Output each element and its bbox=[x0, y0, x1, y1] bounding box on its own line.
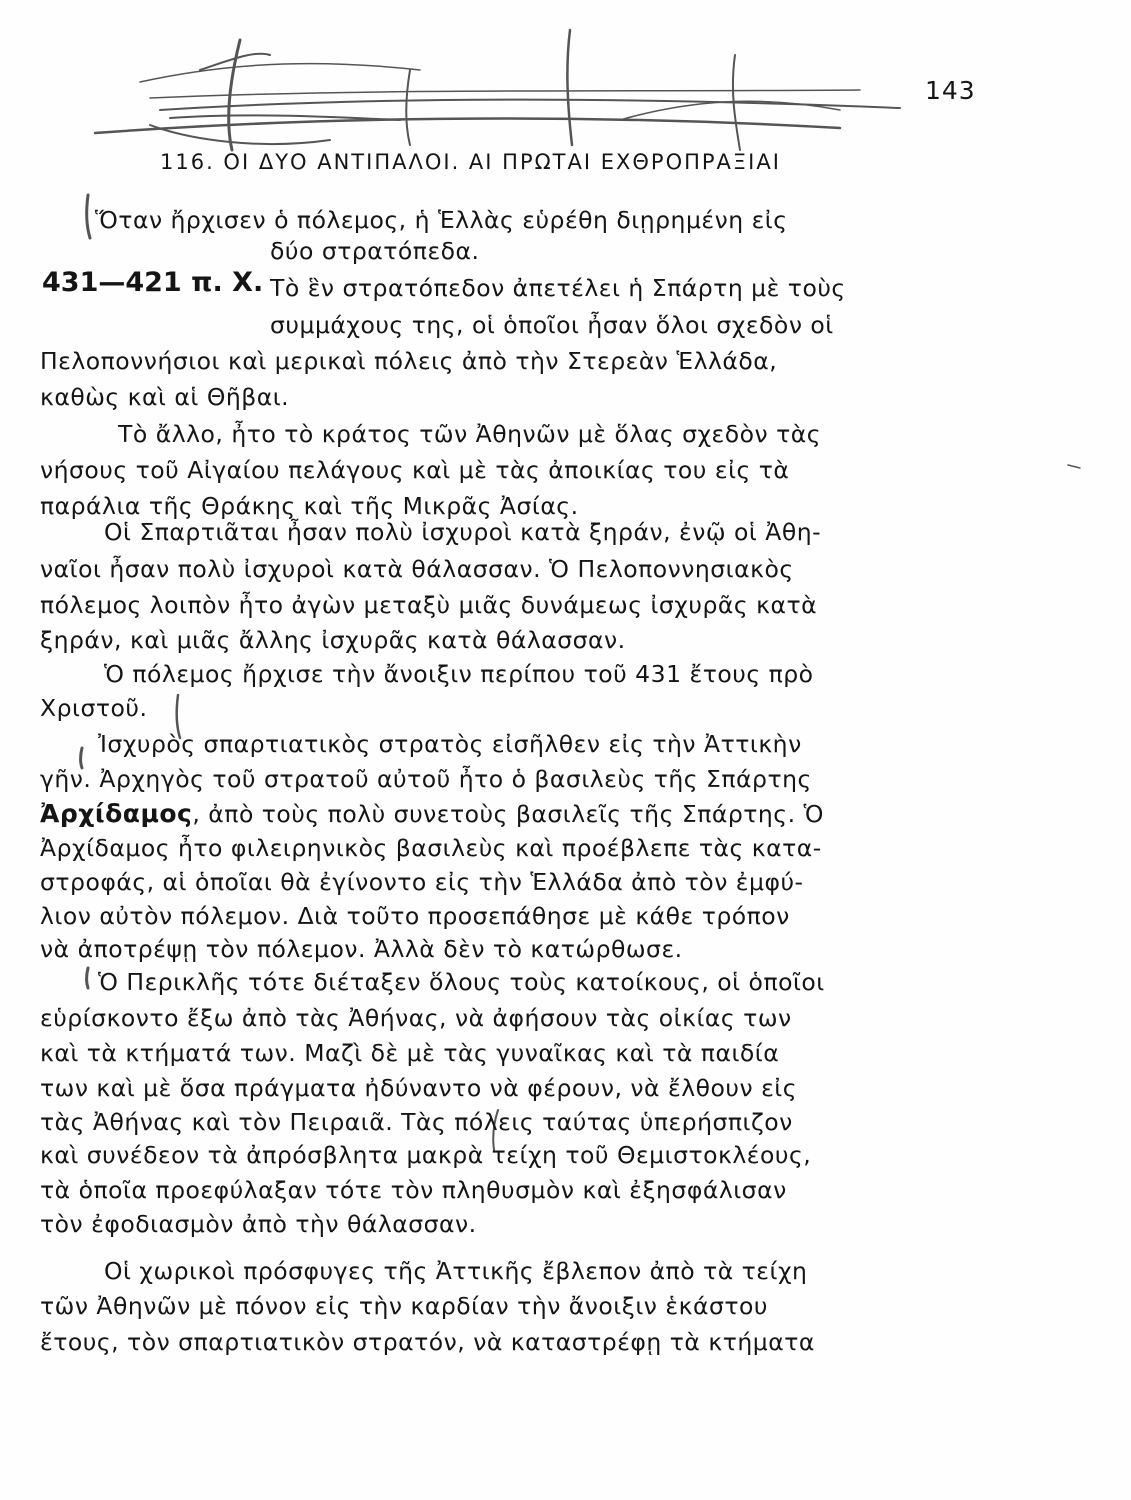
text-line: ξηράν, καὶ μιᾶς ἄλλης ἰσχυρᾶς κατὰ θάλασσαν. bbox=[40, 626, 626, 654]
text-line: Ἰσχυρὸς σπαρτιατικὸς στρατὸς εἰσῆλθεν εἰς τὴν Ἀττικὴν bbox=[98, 730, 802, 758]
text-line: των καὶ μὲ ὅσα πράγματα ἠδύναντο νὰ φέρουν, νὰ ἔλθουν εἰς bbox=[40, 1074, 798, 1102]
text-line-rest: , ἀπὸ τοὺς πολὺ συνετοὺς βασιλεῖς τῆς Σπάρτης. Ὁ bbox=[192, 800, 824, 828]
margin-date-note: 431—421 π. Χ. bbox=[42, 267, 264, 298]
text-line: ἔτους, τὸν σπαρτιατικὸν στρατόν, νὰ καταστρέφῃ τὰ κτήματα bbox=[40, 1328, 815, 1356]
text-line: γῆν. Ἀρχηγὸς τοῦ στρατοῦ αὐτοῦ ἦτο ὁ βασιλεὺς τῆς Σπάρτης bbox=[40, 765, 812, 793]
text-line: πόλεμος λοιπὸν ἦτο ἀγὼν μεταξὺ μιᾶς δυνάμεως ἰσχυρᾶς κατὰ bbox=[40, 591, 818, 619]
text-line: Τὸ ἄλλο, ἦτο τὸ κράτος τῶν Ἀθηνῶν μὲ ὅλας σχεδὸν τὰς bbox=[118, 420, 822, 448]
text-line: καθὼς καὶ αἱ Θῆβαι. bbox=[40, 383, 290, 411]
text-line: Οἱ χωρικοὶ πρόσφυγες τῆς Ἀττικῆς ἔβλεπον ἀπὸ τὰ τείχη bbox=[104, 1257, 808, 1285]
section-heading: 116. ΟΙ ΔΥΟ ΑΝΤΙΠΑΛΟΙ. ΑΙ ΠΡΩΤΑΙ ΕΧΘΡΟΠΡΑΞΙΑΙ bbox=[160, 150, 781, 174]
text-line: καὶ τὰ κτήματά των. Μαζὶ δὲ μὲ τὰς γυναῖκας καὶ τὰ παιδία bbox=[40, 1039, 780, 1067]
text-line: εὑρίσκοντο ἔξω ἀπὸ τὰς Ἀθήνας, νὰ ἀφήσουν τὰς οἰκίας των bbox=[40, 1004, 792, 1032]
text-line: νήσους τοῦ Αἰγαίου πελάγους καὶ μὲ τὰς ἀποικίας του εἰς τὰ bbox=[40, 456, 790, 484]
text-line: δύο στρατόπεδα. bbox=[270, 237, 480, 265]
text-line: Ὅταν ἤρχισεν ὁ πόλεμος, ἡ Ἑλλὰς εὑρέθη διῃρημένη εἰς bbox=[95, 206, 788, 234]
text-line: τὰ ὁποῖα προεφύλαξαν τότε τὸν πληθυσμὸν καὶ ἐξησφάλισαν bbox=[40, 1176, 787, 1204]
text-line: τὰς Ἀθήνας καὶ τὸν Πειραιᾶ. Τὰς πόλεις ταύτας ὑπερήσπιζον bbox=[40, 1108, 793, 1136]
text-line: Ὁ πόλεμος ἤρχισε τὴν ἄνοιξιν περίπου τοῦ 431 ἔτους πρὸ bbox=[104, 660, 814, 688]
text-line: ναῖοι ἦσαν πολὺ ἰσχυροὶ κατὰ θάλασσαν. Ὁ Πελοποννησιακὸς bbox=[40, 555, 794, 583]
text-line: Οἱ Σπαρτιᾶται ἦσαν πολὺ ἰσχυροὶ κατὰ ξηράν, ἐνῷ οἱ Ἀθη- bbox=[104, 518, 822, 546]
text-line: στροφάς, αἱ ὁποῖαι θὰ ἐγίνοντο εἰς τὴν Ἑλλάδα ἀπὸ τὸν ἐμφύ- bbox=[40, 868, 804, 896]
text-line: Χριστοῦ. bbox=[40, 694, 148, 722]
text-line: Ἀρχίδαμος ἦτο φιλειρηνικὸς βασιλεὺς καὶ προέβλεπε τὰς κατα- bbox=[40, 834, 822, 862]
page-number: 143 bbox=[925, 76, 976, 105]
text-line: νὰ ἀποτρέψῃ τὸν πόλεμον. Ἀλλὰ δὲν τὸ κατώρθωσε. bbox=[40, 935, 683, 963]
text-line: τῶν Ἀθηνῶν μὲ πόνον εἰς τὴν καρδίαν τὴν ἄνοιξιν ἑκάστου bbox=[40, 1292, 768, 1320]
text-line: Ὁ Περικλῆς τότε διέταξεν ὅλους τοὺς κατοίκους, οἱ ὁποῖοι bbox=[98, 968, 825, 996]
text-line: λιον αὐτὸν πόλεμον. Διὰ τοῦτο προσεπάθησε μὲ κάθε τρόπον bbox=[40, 902, 790, 930]
text-line: συμμάχους της, οἱ ὁποῖοι ἦσαν ὅλοι σχεδὸν οἱ bbox=[270, 311, 834, 339]
text-line: τὸν ἐφοδιασμὸν ἀπὸ τὴν θάλασσαν. bbox=[40, 1210, 477, 1238]
text-line: Πελοποννήσιοι καὶ μερικαὶ πόλεις ἀπὸ τὴν Στερεὰν Ἑλλάδα, bbox=[40, 347, 778, 375]
text-line: Τὸ ἓν στρατόπεδον ἀπετέλει ἡ Σπάρτη μὲ τοὺς bbox=[270, 274, 846, 302]
text-line: παράλια τῆς Θράκης καὶ τῆς Μικρᾶς Ἀσίας. bbox=[40, 492, 579, 520]
text-line bbox=[40, 799, 824, 828]
text-line: καὶ συνέδεον τὰ ἀπρόσβλητα μακρὰ τείχη τοῦ Θεμιστοκλέους, bbox=[40, 1141, 812, 1169]
bold-name: Ἀρχίδαμος bbox=[40, 799, 193, 828]
